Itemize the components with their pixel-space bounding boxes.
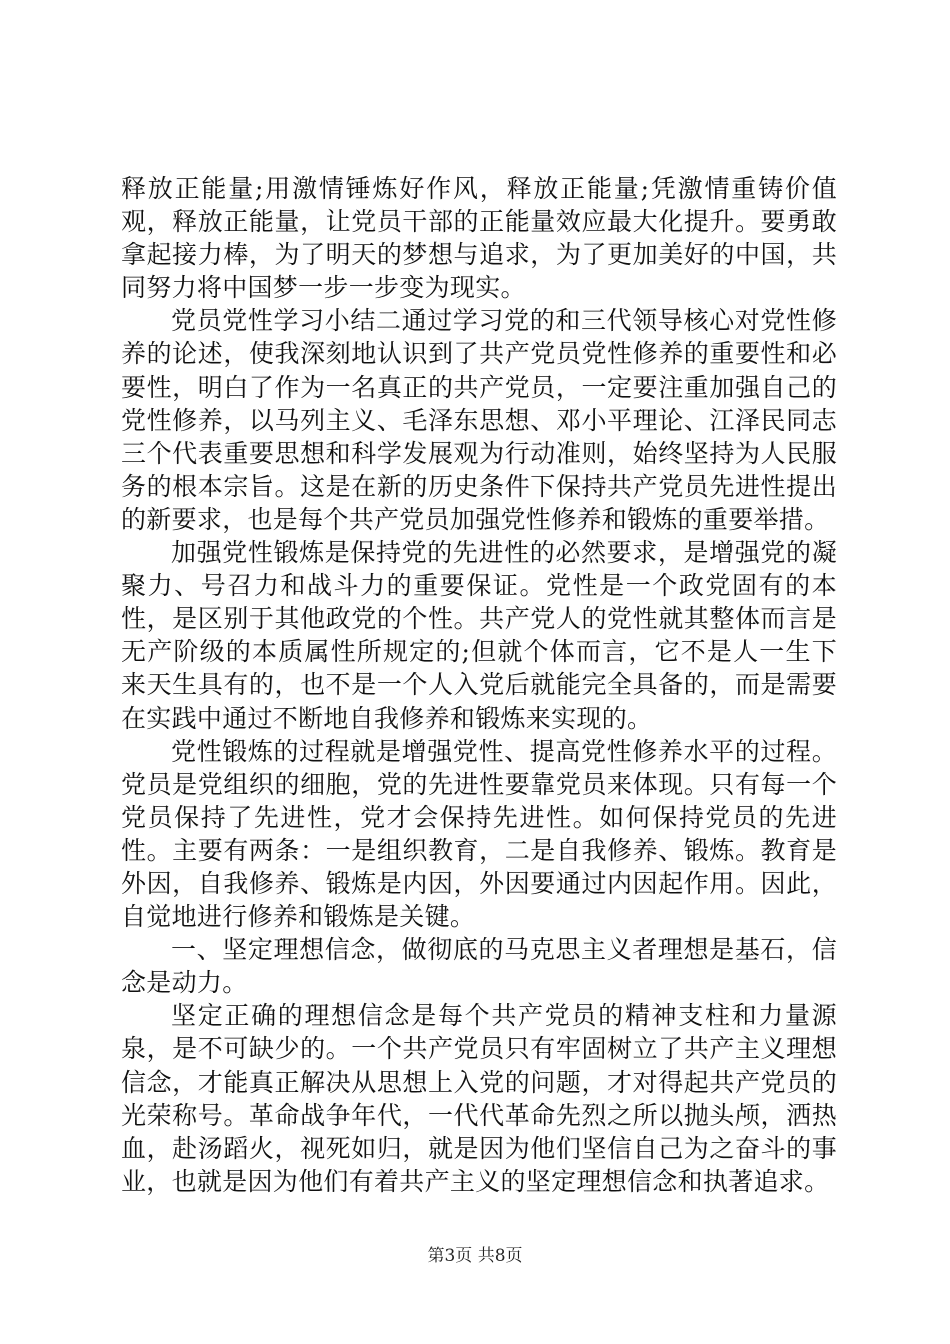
paragraph-1: 释放正能量;用激情锤炼好作风，释放正能量;凭激情重铸价值观，释放正能量，让党员干部的正能量效应最大化提升。要勇敢拿起接力棒，为了明天的梦想与追求，为了更加美好的中国，共同努力将中国梦一步一步变为现实。 — [121, 174, 837, 303]
paragraph-6: 坚定正确的理想信念是每个共产党员的精神支柱和力量源泉，是不可缺少的。一个共产党员只有牢固树立了共产主义理想信念，才能真正解决从思想上入党的问题，才对得起共产党员的光荣称号。革命战争年代，一代代革命先烈之所以抛头颅，洒热血，赴汤蹈火，视死如归，就是因为他们坚信自己为之奋斗的事业，也就是因为他们有着共产主义的坚定理想信念和执著追求。 — [121, 1001, 837, 1196]
page-number-footer: 第3页 共8页 — [427, 1246, 523, 1266]
document-body — [121, 172, 837, 1198]
paragraph-4: 党性锻炼的过程就是增强党性、提高党性修养水平的过程。党员是党组织的细胞，党的先进性要靠党员来体现。只有每一个党员保持了先进性，党才会保持先进性。如何保持党员的先进性。主要有两条：一是组织教育，二是自我修养、锻炼。教育是外因，自我修养、锻炼是内因，外因要通过内因起作用。因此，自觉地进行修养和锻炼是关键。 — [121, 736, 837, 932]
paragraph-3: 加强党性锻炼是保持党的先进性的必然要求，是增强党的凝聚力、号召力和战斗力的重要保证。党性是一个政党固有的本性，是区别于其他政党的个性。共产党人的党性就其整体而言是无产阶级的本质属性所规定的;但就个体而言，它不是人一生下来天生具有的，也不是一个人入党后就能完全具备的，而是需要在实践中通过不断地自我修养和锻炼来实现的。 — [121, 538, 837, 733]
paragraph-5: 一、坚定理想信念，做彻底的马克思主义者理想是基石，信念是动力。 — [121, 935, 837, 998]
paragraph-2: 党员党性学习小结二通过学习党的和三代领导核心对党性修养的论述，使我深刻地认识到了共产党员党性修养的重要性和必要性，明白了作为一名真正的共产党员，一定要注重加强自己的党性修养，以马列主义、毛泽东思想、邓小平理论、江泽民同志三个代表重要思想和科学发展观为行动准则，始终坚持为人民服务的根本宗旨。这是在新的历史条件下保持共产党员先进性提出的新要求，也是每个共产党员加强党性修养和锻炼的重要举措。 — [121, 306, 837, 534]
